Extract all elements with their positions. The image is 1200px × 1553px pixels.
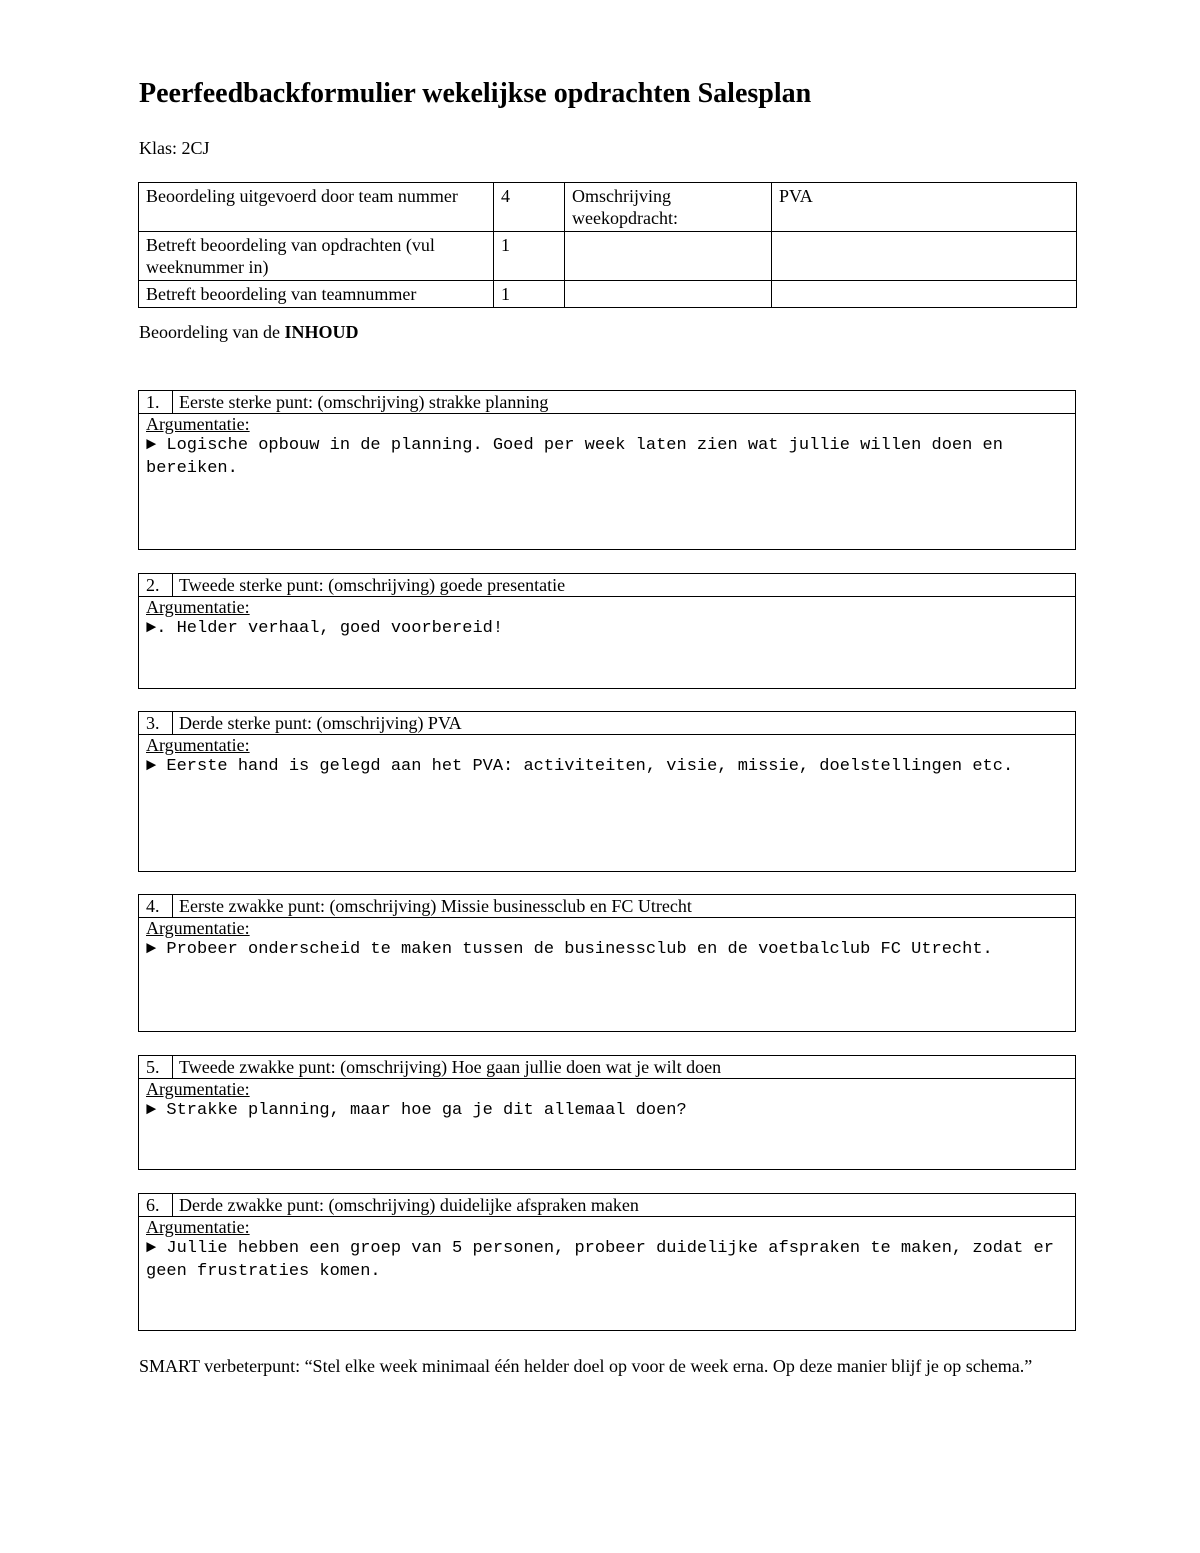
info-value-week: 1: [494, 232, 565, 281]
feedback-description: Tweede zwakke punt: (omschrijving) Hoe gaan jullie doen wat je wilt doen: [179, 1057, 722, 1077]
feedback-description: Eerste sterke punt: (omschrijving) strakke planning: [179, 392, 549, 412]
info-value-teamnummer: 1: [494, 281, 565, 308]
info-value-team: 4: [494, 183, 565, 232]
smart-improvement-point: SMART verbeterpunt: “Stel elke week minimaal één helder doel op voor de week erna. Op deze manier blijf je op schema.”: [139, 1356, 1033, 1376]
info-empty-cell: [565, 232, 772, 281]
info-empty-cell: [565, 281, 772, 308]
argument-text: ► Logische opbouw in de planning. Goed per week laten zien wat jullie willen doen en bereiken.: [146, 436, 1014, 478]
feedback-number: 6.: [139, 1194, 173, 1216]
info-label-team: Beoordeling uitgevoerd door team nummer: [139, 183, 494, 232]
feedback-head: [139, 574, 1075, 597]
feedback-description: Tweede sterke punt: (omschrijving) goede presentatie: [179, 575, 566, 595]
feedback-head: [139, 391, 1075, 414]
argument-text: ►. Helder verhaal, goed voorbereid!: [146, 619, 504, 638]
argument-label: Argumentatie:: [146, 597, 250, 617]
info-row-team: [139, 183, 1077, 232]
feedback-box-6: [138, 1193, 1076, 1331]
feedback-number: 3.: [139, 712, 173, 734]
feedback-head: [139, 712, 1075, 735]
info-table: [138, 182, 1077, 308]
feedback-description: Eerste zwakke punt: (omschrijving) Missie businessclub en FC Utrecht: [179, 896, 692, 916]
feedback-number: 4.: [139, 895, 173, 917]
section-prefix: Beoordeling van de: [139, 322, 285, 342]
info-row-week: [139, 232, 1077, 281]
info-value-omschrijving: PVA: [772, 183, 1077, 232]
argument-label: Argumentatie:: [146, 414, 250, 434]
feedback-box-2: [138, 573, 1076, 689]
feedback-box-3: [138, 711, 1076, 872]
feedback-description: Derde sterke punt: (omschrijving) PVA: [179, 713, 462, 733]
info-label-week: Betreft beoordeling van opdrachten (vul weeknummer in): [139, 232, 494, 281]
feedback-number: 5.: [139, 1056, 173, 1078]
argument-text: ► Probeer onderscheid te maken tussen de businessclub en de voetbalclub FC Utrecht.: [146, 940, 993, 959]
feedback-box-4: [138, 894, 1076, 1032]
argument-label: Argumentatie:: [146, 918, 250, 938]
argument-label: Argumentatie:: [146, 735, 250, 755]
feedback-box-1: [138, 390, 1076, 550]
argument-text: ► Strakke planning, maar hoe ga je dit allemaal doen?: [146, 1101, 687, 1120]
feedback-number: 2.: [139, 574, 173, 596]
info-row-teamnummer: [139, 281, 1077, 308]
argument-text: ► Jullie hebben een groep van 5 personen, probeer duidelijke afspraken te maken, zodat er geen frustraties komen.: [146, 1239, 1065, 1281]
page-title: Peerfeedbackformulier wekelijkse opdrachten Salesplan: [139, 78, 812, 109]
section-bold: INHOUD: [284, 322, 359, 342]
argument-label: Argumentatie:: [146, 1217, 250, 1237]
feedback-head: [139, 1194, 1075, 1217]
section-heading: [139, 322, 358, 343]
feedback-box-5: [138, 1055, 1076, 1170]
info-label-teamnummer: Betreft beoordeling van teamnummer: [139, 281, 494, 308]
class-label: Klas: 2CJ: [139, 138, 210, 158]
argument-label: Argumentatie:: [146, 1079, 250, 1099]
feedback-number: 1.: [139, 391, 173, 413]
argument-text: ► Eerste hand is gelegd aan het PVA: activiteiten, visie, missie, doelstellingen etc.: [146, 757, 1014, 776]
feedback-description: Derde zwakke punt: (omschrijving) duidelijke afspraken maken: [179, 1195, 639, 1215]
info-empty-cell: [772, 281, 1077, 308]
info-label-omschrijving: Omschrijving weekopdracht:: [565, 183, 772, 232]
feedback-head: [139, 895, 1075, 918]
info-empty-cell: [772, 232, 1077, 281]
feedback-head: [139, 1056, 1075, 1079]
